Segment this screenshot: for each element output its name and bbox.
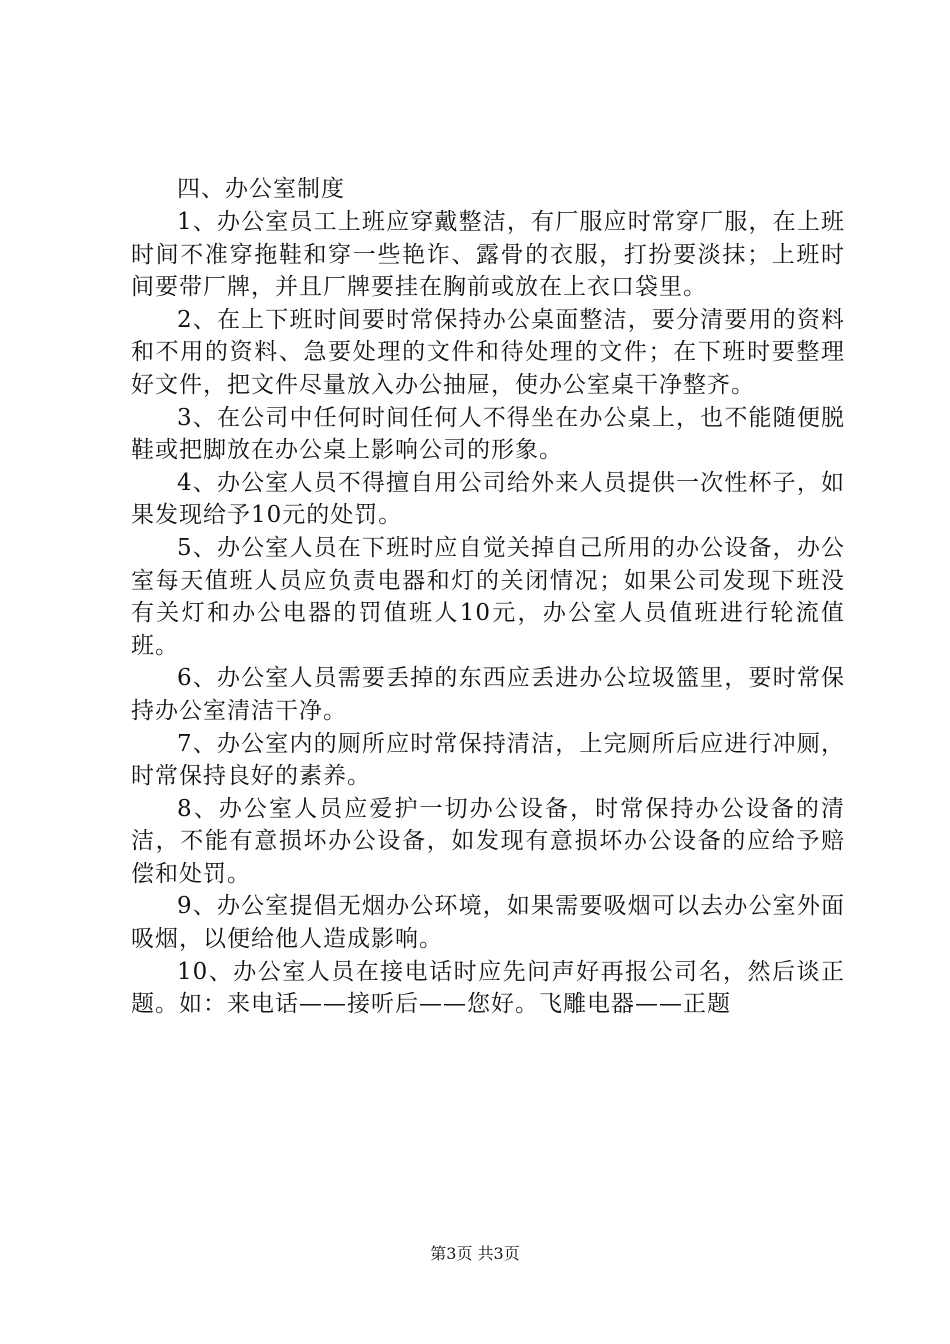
document-body — [131, 173, 845, 1021]
rule-paragraph-2: 2、在上下班时间要时常保持办公桌面整洁，要分清要用的资料和不用的资料、急要处理的文件和待处理的文件；在下班时要整理好文件，把文件尽量放入办公抽屉，使办公室桌干净整齐。 — [131, 306, 845, 398]
rule-paragraph-5: 5、办公室人员在下班时应自觉关掉自己所用的办公设备，办公室每天值班人员应负责电器和灯的关闭情况；如果公司发现下班没有关灯和办公电器的罚值班人10元，办公室人员值班进行轮流值班。 — [131, 534, 845, 659]
rule-paragraph-4: 4、办公室人员不得擅自用公司给外来人员提供一次性杯子，如果发现给予10元的处罚。 — [131, 469, 845, 529]
rule-paragraph-8: 8、办公室人员应爱护一切办公设备，时常保持办公设备的清洁，不能有意损坏办公设备，如发现有意损坏办公设备的应给予赔偿和处罚。 — [131, 795, 845, 887]
rule-paragraph-10: 10、办公室人员在接电话时应先问声好再报公司名，然后谈正题。如：来电话——接听后——您好。飞雕电器——正题 — [131, 958, 845, 1018]
page-number-footer: 第3页 共3页 — [430, 1244, 520, 1263]
section-heading: 四、办公室制度 — [177, 176, 345, 202]
rule-paragraph-3: 3、在公司中任何时间任何人不得坐在办公桌上，也不能随便脱鞋或把脚放在办公桌上影响公司的形象。 — [131, 404, 845, 464]
rule-paragraph-7: 7、办公室内的厕所应时常保持清洁，上完厕所后应进行冲厕，时常保持良好的素养。 — [131, 730, 845, 790]
rule-paragraph-1: 1、办公室员工上班应穿戴整洁，有厂服应时常穿厂服，在上班时间不准穿拖鞋和穿一些艳诈、露骨的衣服，打扮要淡抹；上班时间要带厂牌，并且厂牌要挂在胸前或放在上衣口袋里。 — [131, 209, 845, 301]
rule-paragraph-9: 9、办公室提倡无烟办公环境，如果需要吸烟可以去办公室外面吸烟，以便给他人造成影响。 — [131, 893, 845, 953]
rule-paragraph-6: 6、办公室人员需要丢掉的东西应丢进办公垃圾篮里，要时常保持办公室清洁干净。 — [131, 665, 845, 724]
